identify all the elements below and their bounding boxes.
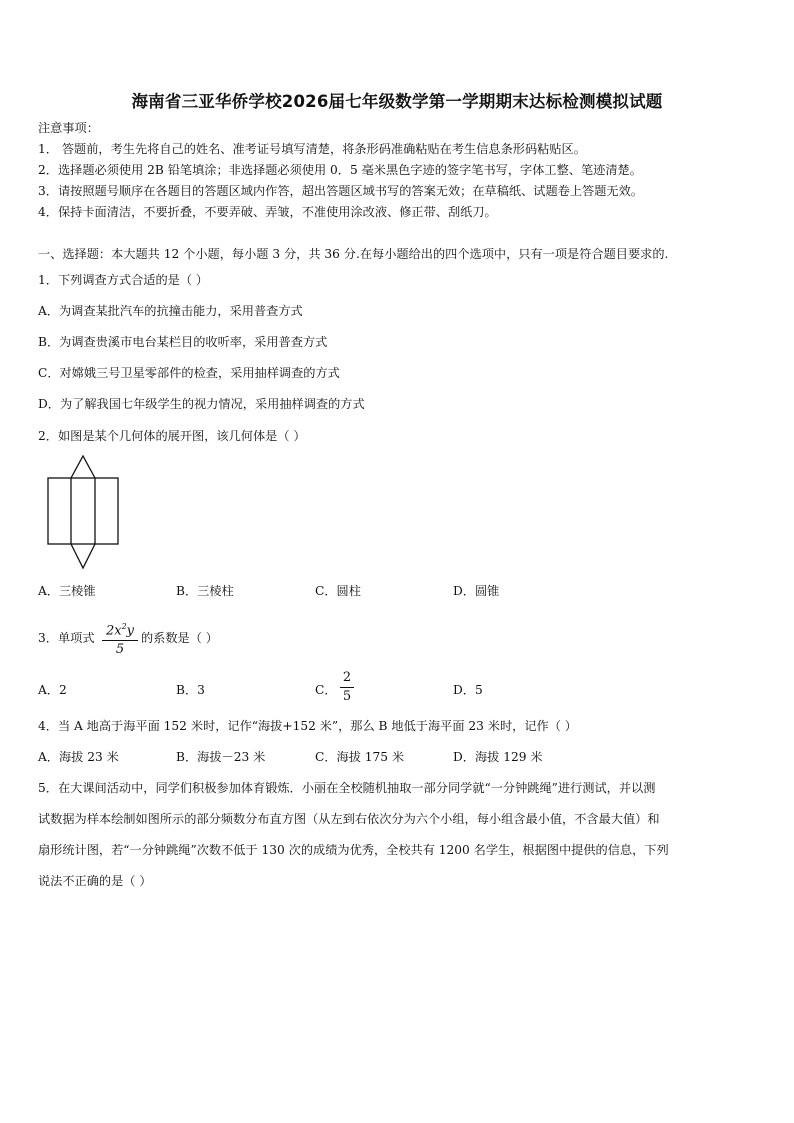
question-3-option-d: D．5 [453,683,483,697]
question-2-option-c: C．圆柱 [315,584,361,598]
question-3-stem-suffix: 的系数是（ ） [141,631,218,645]
section-heading: 一、选择题：本大题共 12 个小题，每小题 3 分，共 36 分.在每小题给出的四个选项中，只有一项是符合题目要求的. [38,247,669,261]
question-1-option-c: C．对嫦娥三号卫星零部件的检查，采用抽样调查的方式 [38,366,340,380]
question-4-option-a: A．海拔 23 米 [38,750,119,764]
question-1-option-a: A．为调查某批汽车的抗撞击能力，采用普查方式 [38,304,303,318]
notice-item: 3．请按照题号顺序在各题目的答题区域内作答，超出答题区域书写的答案无效；在草稿纸、试题卷上答题无效。 [38,184,643,198]
monomial-fraction [102,619,138,658]
notice-item: 1． 答题前，考生先将自己的姓名、准考证号填写清楚，将条形码准确粘贴在考生信息条形码粘贴区。 [38,142,586,156]
question-4-option-c: C．海拔 175 米 [315,750,405,764]
question-5-line: 说法不正确的是（ ） [38,874,152,888]
question-1-option-d: D．为了解我国七年级学生的视力情况，采用抽样调查的方式 [38,397,365,411]
notice-heading: 注意事项： [38,121,99,135]
question-3-option-a: A．2 [38,683,67,697]
question-4-option-d: D．海拔 129 米 [453,750,543,764]
page-title: 海南省三亚华侨学校2026届七年级数学第一学期期末达标检测模拟试题 [131,92,663,111]
notice-item: 4．保持卡面清洁，不要折叠，不要弄破、弄皱，不准使用涂改液、修正带、刮纸刀。 [38,205,497,219]
question-1-option-b: B．为调查贵溪市电台某栏目的收听率，采用普查方式 [38,335,328,349]
notice-item: 2．选择题必须使用 2B 铅笔填涂；非选择题必须使用 0．5 毫米黑色字迹的签字笔书写，字体工整、笔迹清楚。 [38,163,642,177]
question-3-stem-prefix: 3．单项式 [38,631,95,645]
question-4-stem: 4．当 A 地高于海平面 152 米时，记作“海拔+152 米”，那么 B 地低于海平面 23 米时，记作（ ） [38,719,577,733]
question-5-line: 扇形统计图，若“一分钟跳绳”次数不低于 130 次的成绩为优秀，全校共有 1200 名学生，根据图中提供的信息，下列 [38,843,669,857]
question-3-option-c: C． [315,683,337,697]
monomial-numerator: $2x^2y$ [102,619,138,641]
question-1-stem: 1．下列调查方式合适的是（ ） [38,273,209,287]
question-5-line: 5．在大课间活动中，同学们积极参加体育锻炼．小丽在全校随机抽取一部分同学就“一分钟跳绳”进行测试，并以测 [38,781,656,795]
question-5-line: 试数据为样本绘制如图所示的部分频数分布直方图（从左到右依次分为六个小组，每小组含最小值，不含最大值）和 [38,812,660,826]
question-4-option-b: B．海拔－23 米 [176,750,266,764]
monomial-denominator: 5 [115,642,125,658]
prism-net-figure [44,454,124,572]
option-c-fraction: $\frac{2}{5}$ [340,670,354,705]
question-2-option-d: D．圆锥 [453,584,500,598]
question-2-stem: 2．如图是某个几何体的展开图，该几何体是（ ） [38,429,306,443]
question-2-option-b: B．三棱柱 [176,584,234,598]
question-3-option-b: B．3 [176,683,205,697]
question-2-option-a: A．三棱锥 [38,584,96,598]
